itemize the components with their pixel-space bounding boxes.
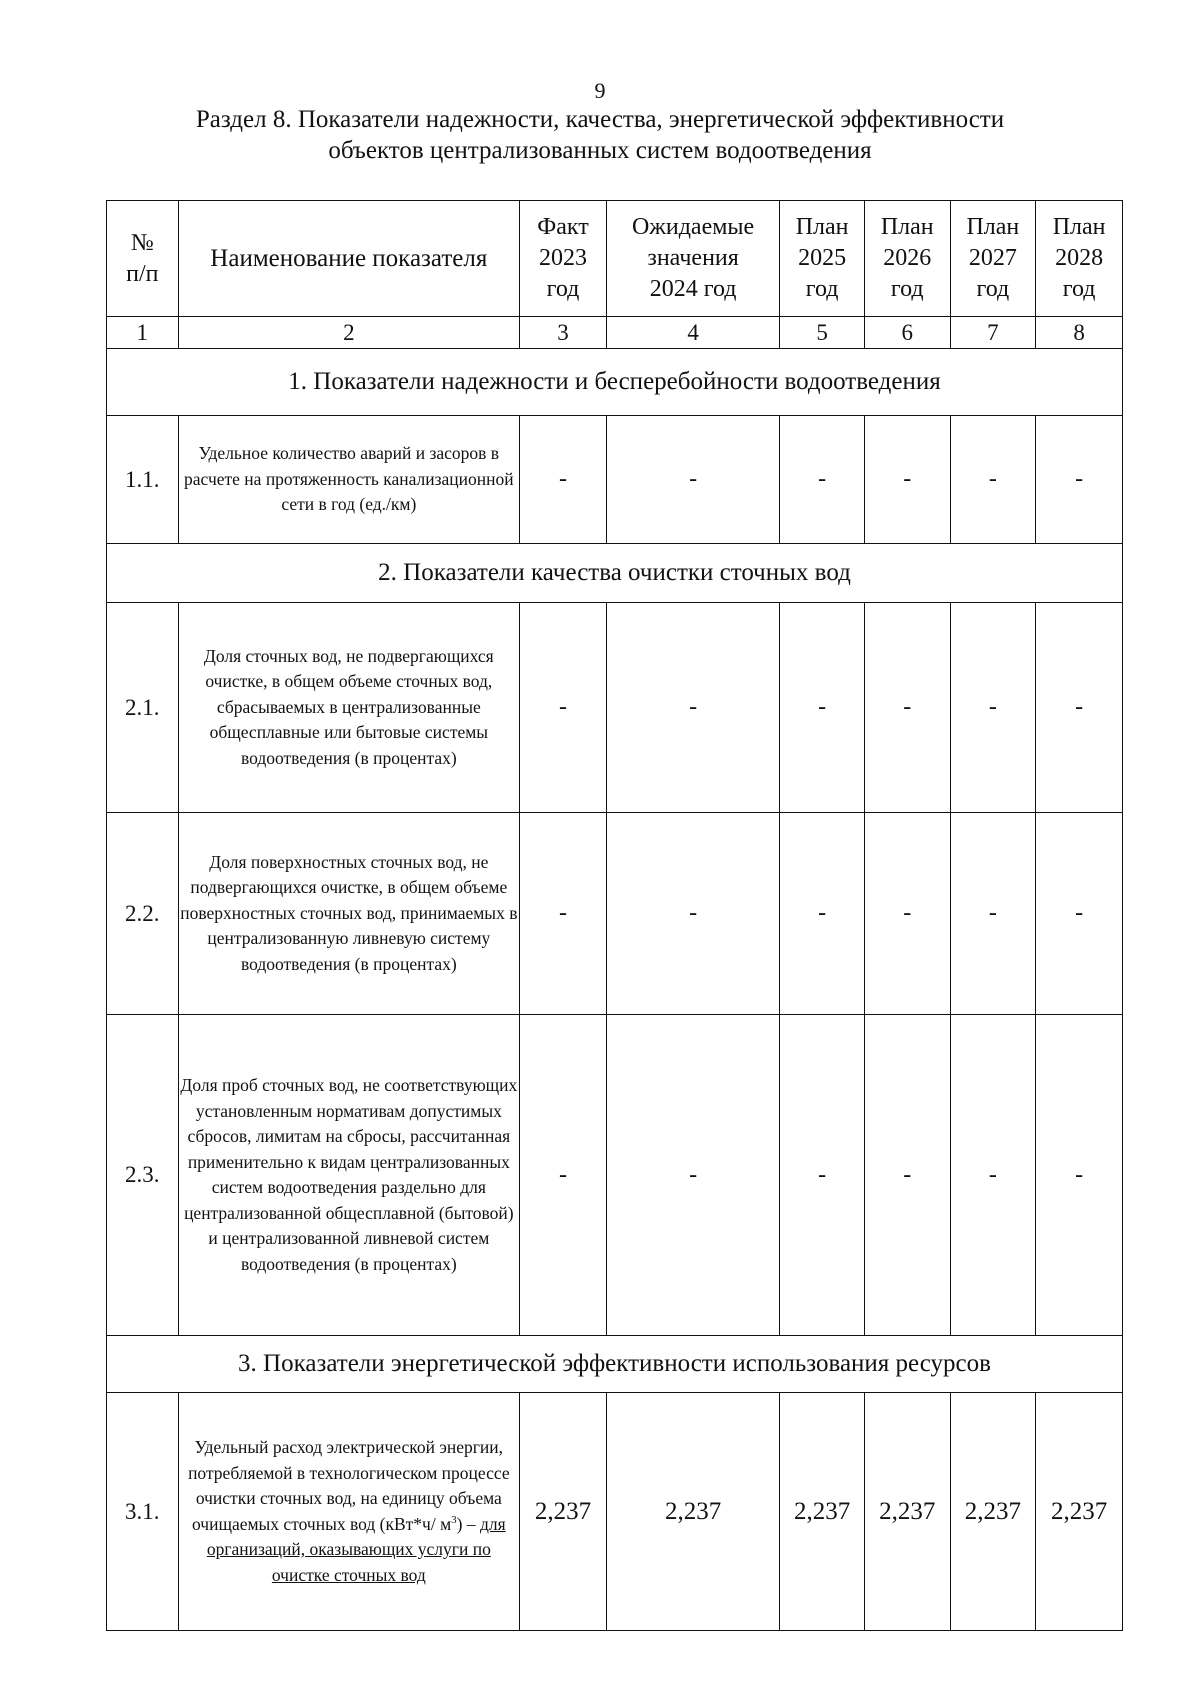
column-number: 8: [1036, 317, 1123, 349]
indicator-name-text: ) –: [456, 1513, 480, 1534]
section-title-line-2: объектов централизованных систем водоотведения: [328, 137, 872, 164]
section-heading: 1. Показатели надежности и бесперебойности водоотведения: [107, 349, 1123, 416]
column-number: 6: [864, 317, 950, 349]
indicator-name-text: Удельный расход электрической энергии, потребляемой в технологическом процессе очистки сточных вод, на единицу объема очищаемых сточных вод (кВт*ч/ м: [188, 1437, 510, 1534]
value-plan-2025: -: [780, 416, 865, 544]
value-plan-2027: 2,237: [950, 1393, 1036, 1631]
section-heading: 2. Показатели качества очистки сточных вод: [107, 544, 1123, 603]
value-plan-2026: -: [864, 813, 950, 1015]
value-plan-2027: -: [950, 1015, 1036, 1336]
table-row: [107, 416, 1123, 544]
table-header-row: [107, 201, 1123, 317]
indicators-table: [106, 200, 1123, 1631]
section-title: [60, 104, 1140, 166]
value-plan-2028: -: [1036, 416, 1123, 544]
value-plan-2025: -: [780, 603, 865, 813]
indicator-name: [178, 1393, 520, 1631]
indicator-name-underlined: для организаций, оказывающих услуги по очистке сточных вод: [206, 1513, 506, 1585]
column-number: 1: [107, 317, 179, 349]
value-plan-2026: -: [864, 1015, 950, 1336]
value-plan-2028: -: [1036, 603, 1123, 813]
header-cell-plan-2027: План 2027 год: [950, 201, 1036, 317]
superscript-exponent: 3: [451, 1513, 457, 1526]
value-plan-2025: -: [780, 1015, 865, 1336]
section-heading-row: [107, 1336, 1123, 1393]
value-expected-2024: 2,237: [606, 1393, 779, 1631]
column-number: 5: [780, 317, 865, 349]
column-number: 4: [606, 317, 779, 349]
column-number: 3: [520, 317, 607, 349]
value-plan-2027: -: [950, 813, 1036, 1015]
value-fact-2023: -: [520, 416, 607, 544]
indicator-name: Доля поверхностных сточных вод, не подвергающихся очистке, в общем объеме поверхностных сточных вод, принимаемых в централизованную ливневую систему водоотведения (в процентах): [178, 813, 520, 1015]
section-title-line-1: Раздел 8. Показатели надежности, качества, энергетической эффективности: [195, 106, 1005, 133]
page-number: 9: [594, 78, 606, 103]
column-number-row: [107, 317, 1123, 349]
header-cell-name: Наименование показателя: [178, 201, 520, 317]
value-plan-2026: 2,237: [864, 1393, 950, 1631]
row-number: 1.1.: [107, 416, 179, 544]
value-plan-2027: -: [950, 603, 1036, 813]
indicator-name: Доля проб сточных вод, не соответствующих установленным нормативам допустимых сбросов, лимитам на сбросы, рассчитанная применительно к видам централизованных систем водоотведения раздельно для централизованной общесплавной (бытовой) и централизованной ливневой систем водоотведения (в процентах): [178, 1015, 520, 1336]
table-row: [107, 1393, 1123, 1631]
column-number: 2: [178, 317, 520, 349]
value-plan-2028: -: [1036, 1015, 1123, 1336]
value-expected-2024: -: [606, 603, 779, 813]
table-row: [107, 603, 1123, 813]
header-cell-number: № п/п: [107, 201, 179, 317]
value-plan-2025: 2,237: [780, 1393, 865, 1631]
row-number: 2.2.: [107, 813, 179, 1015]
row-number: 2.1.: [107, 603, 179, 813]
row-number: 3.1.: [107, 1393, 179, 1631]
value-fact-2023: 2,237: [520, 1393, 607, 1631]
section-heading-row: [107, 544, 1123, 603]
column-number: 7: [950, 317, 1036, 349]
table-row: [107, 1015, 1123, 1336]
header-cell-plan-2026: План 2026 год: [864, 201, 950, 317]
header-cell-plan-2028: План 2028 год: [1036, 201, 1123, 317]
value-fact-2023: -: [520, 813, 607, 1015]
value-fact-2023: -: [520, 1015, 607, 1336]
header-cell-plan-2025: План 2025 год: [780, 201, 865, 317]
value-fact-2023: -: [520, 603, 607, 813]
value-plan-2027: -: [950, 416, 1036, 544]
value-plan-2026: -: [864, 416, 950, 544]
section-heading: 3. Показатели энергетической эффективности использования ресурсов: [107, 1336, 1123, 1393]
row-number: 2.3.: [107, 1015, 179, 1336]
value-plan-2026: -: [864, 603, 950, 813]
indicator-name: Доля сточных вод, не подвергающихся очистке, в общем объеме сточных вод, сбрасываемых в централизованные общесплавные или бытовые системы водоотведения (в процентах): [178, 603, 520, 813]
value-plan-2025: -: [780, 813, 865, 1015]
value-plan-2028: -: [1036, 813, 1123, 1015]
value-expected-2024: -: [606, 813, 779, 1015]
section-heading-row: [107, 349, 1123, 416]
header-cell-expected-2024: Ожидаемые значения 2024 год: [606, 201, 779, 317]
value-plan-2028: 2,237: [1036, 1393, 1123, 1631]
value-expected-2024: -: [606, 1015, 779, 1336]
table-row: [107, 813, 1123, 1015]
header-cell-fact-2023: Факт 2023 год: [520, 201, 607, 317]
value-expected-2024: -: [606, 416, 779, 544]
indicator-name: Удельное количество аварий и засоров в расчете на протяженность канализационной сети в год (ед./км): [178, 416, 520, 544]
